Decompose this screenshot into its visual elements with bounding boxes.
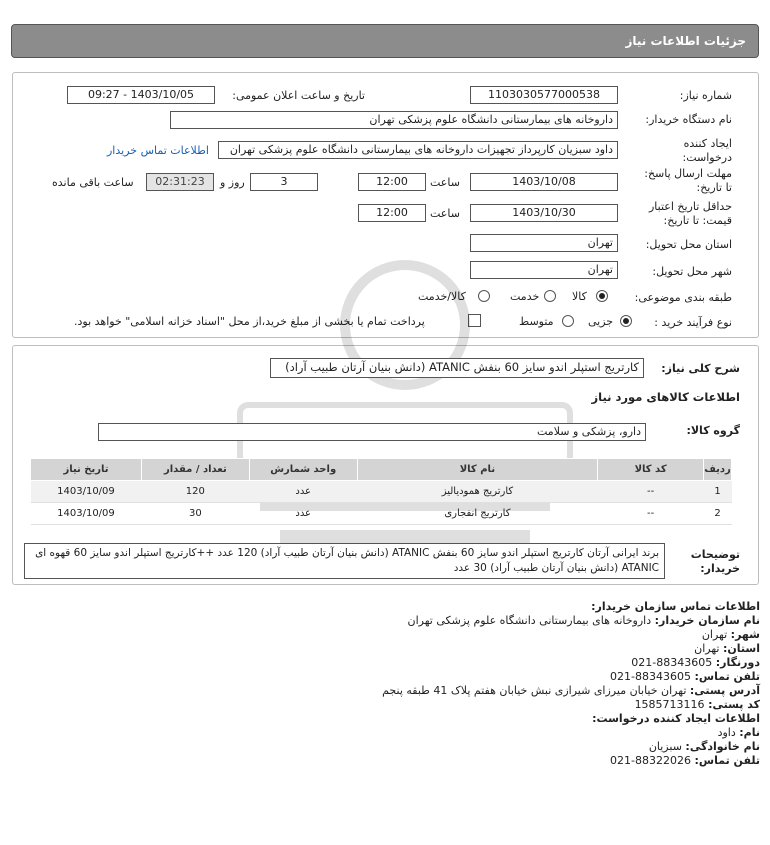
summary-field: کارتریج استپلر اندو سایز 60 بنفش ATANIC (دانش بنیان آرتان طبیب آراد): [270, 358, 644, 378]
cell-row: 2: [704, 503, 732, 525]
creator-name-label: نام:: [739, 726, 760, 739]
buyer-name-value: داروخانه های بیمارستانی دانشگاه علوم پزشکی تهران: [407, 614, 652, 627]
contact-province-value: تهران: [694, 642, 720, 655]
creator-info-title: اطلاعات ایجاد کننده درخواست:: [592, 712, 760, 725]
remaining-time-field: 02:31:23: [146, 173, 214, 191]
creator-phone-label: تلفن تماس:: [694, 754, 760, 767]
cell-date: 1403/10/09: [31, 503, 142, 525]
goods-group-label: گروه کالا:: [686, 424, 740, 437]
need-number-field: 1103030577000538: [470, 86, 618, 104]
contact-title: اطلاعات تماس سازمان خریدار:: [591, 600, 760, 613]
process-minor-radio[interactable]: [620, 315, 632, 327]
city-label: شهر محل تحویل:: [652, 265, 732, 278]
validity-label-2: قیمت: تا تاریخ:: [663, 214, 732, 227]
announce-datetime-field: 1403/10/05 - 09:27: [67, 86, 215, 104]
category-label: طبقه بندی موضوعی:: [634, 291, 732, 304]
buyer-notes-label-1: توضیحات: [690, 548, 740, 561]
col-name: نام کالا: [357, 459, 598, 481]
category-goods-label: کالا: [572, 290, 587, 303]
page-header: [11, 24, 759, 58]
goods-table: [30, 458, 732, 525]
category-service-label: خدمت: [510, 290, 540, 303]
contact-city-label: شهر:: [730, 628, 760, 641]
days-remaining-field: 3: [250, 173, 318, 191]
buyer-org-field: داروخانه های بیمارستانی دانشگاه علوم پزشکی تهران: [170, 111, 618, 129]
contact-city-value: تهران: [701, 628, 728, 641]
reply-deadline-label-1: مهلت ارسال پاسخ:: [644, 167, 732, 180]
col-unit: واحد شمارش: [249, 459, 357, 481]
reply-time-label: ساعت: [430, 176, 460, 189]
fax-value: 88343605-021: [631, 656, 713, 669]
cell-quantity: 120: [141, 481, 249, 503]
creator-phone-value: 88322026-021: [610, 754, 692, 767]
col-row: ردیف: [704, 459, 732, 481]
goods-group-field: دارو، پزشکی و سلامت: [98, 423, 646, 441]
cell-code: --: [598, 481, 704, 503]
city-field: تهران: [470, 261, 618, 279]
buyer-org-label: نام دستگاه خریدار:: [645, 113, 732, 126]
buyer-notes-label-2: خریدار:: [700, 562, 740, 575]
page-title: جزئیات اطلاعات نیاز: [625, 34, 746, 48]
process-medium-radio[interactable]: [562, 315, 574, 327]
postal-value: 1585713116: [634, 698, 705, 711]
phone-value: 88343605-021: [610, 670, 692, 683]
days-label: روز و: [220, 176, 245, 189]
validity-time-field: 12:00: [358, 204, 426, 222]
cell-unit: عدد: [249, 481, 357, 503]
validity-time-label: ساعت: [430, 207, 460, 220]
contact-province-label: استان:: [723, 642, 760, 655]
remaining-time-label: ساعت باقی مانده: [52, 176, 134, 189]
province-field: تهران: [470, 234, 618, 252]
reply-time-field: 12:00: [358, 173, 426, 191]
reply-deadline-label-2: تا تاریخ:: [696, 181, 732, 194]
creator-name-value: داود: [717, 726, 736, 739]
process-label: نوع فرآیند خرید :: [654, 316, 732, 329]
category-goods-service-radio[interactable]: [478, 290, 490, 302]
validity-date-field: 1403/10/30: [470, 204, 618, 222]
table-row: [31, 503, 732, 525]
contact-section: [20, 600, 760, 768]
col-date: تاریخ نیاز: [31, 459, 142, 481]
phone-label: تلفن تماس:: [694, 670, 760, 683]
cell-name: کارتریج انفجاری: [357, 503, 598, 525]
treasury-payment-note: پرداخت تمام یا بخشی از مبلغ خرید،از محل "اسناد خزانه اسلامی" خواهد بود.: [74, 315, 425, 328]
cell-quantity: 30: [141, 503, 249, 525]
treasury-payment-checkbox[interactable]: [468, 314, 481, 327]
creator-family-label: نام خانوادگی:: [685, 740, 760, 753]
province-label: استان محل تحویل:: [645, 238, 732, 251]
creator-label-2: درخواست:: [682, 151, 732, 164]
buyer-contact-link[interactable]: اطلاعات تماس خریدار: [107, 144, 209, 157]
table-row: [31, 481, 732, 503]
validity-label-1: حداقل تاریخ اعتبار: [648, 200, 732, 213]
process-medium-label: متوسط: [519, 315, 554, 328]
category-goods-service-label: کالا/خدمت: [418, 290, 466, 303]
creator-field: داود سبزیان کارپرداز تجهیزات داروخانه های بیمارستانی دانشگاه علوم پزشکی تهران: [218, 141, 618, 159]
cell-code: --: [598, 503, 704, 525]
creator-family-value: سبزیان: [648, 740, 682, 753]
announce-label: تاریخ و ساعت اعلان عمومی:: [232, 89, 365, 102]
category-service-radio[interactable]: [544, 290, 556, 302]
creator-label-1: ایجاد کننده: [683, 137, 732, 150]
reply-date-field: 1403/10/08: [470, 173, 618, 191]
cell-date: 1403/10/09: [31, 481, 142, 503]
address-value: تهران خیابان میرزای شیرازی نبش خیابان هفتم پلاک 41 طبقه پنجم: [382, 684, 687, 697]
process-minor-label: جزیی: [588, 315, 614, 328]
buyer-name-label: نام سازمان خریدار:: [654, 614, 760, 627]
goods-info-title: اطلاعات کالاهای مورد نیاز: [591, 390, 740, 404]
col-code: کد کالا: [598, 459, 704, 481]
col-quantity: تعداد / مقدار: [141, 459, 249, 481]
category-goods-radio[interactable]: [596, 290, 608, 302]
buyer-notes-field: برند ایرانی آرتان کارتریج استپلر اندو سایز 60 بنفش ATANIC (دانش بنیان آرتان طبیب آراد) 120 عدد ++کارتریج استپلر اندو سایز 60 قهوه ای ATANIC (دانش بنیان آرتان طبیب آراد) 30 عدد: [24, 543, 665, 579]
summary-label: شرح کلی نیاز:: [661, 362, 740, 375]
fax-label: دورنگار:: [715, 656, 760, 669]
cell-unit: عدد: [249, 503, 357, 525]
need-number-label: شماره نیاز:: [679, 89, 732, 102]
postal-label: کد پستی:: [708, 698, 760, 711]
address-label: آدرس پستی:: [689, 684, 760, 697]
cell-name: کارتریج همودیالیز: [357, 481, 598, 503]
cell-row: 1: [704, 481, 732, 503]
